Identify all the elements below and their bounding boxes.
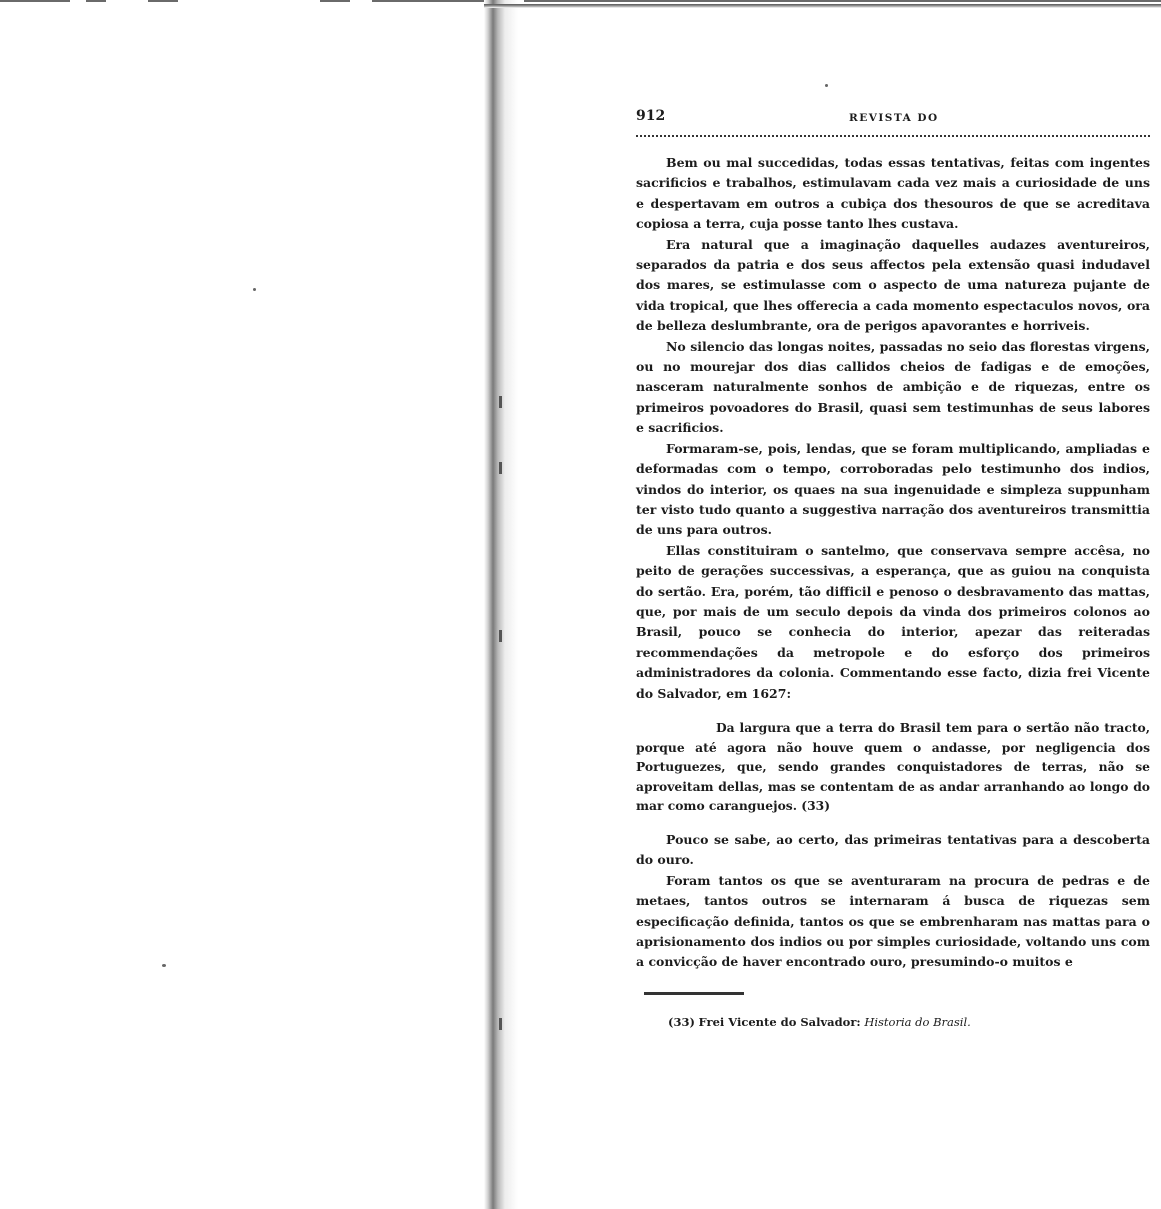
footnote-text: Frei Vicente do Salvador: (698, 1015, 861, 1029)
scan-speck (825, 84, 828, 87)
footnote (668, 1015, 971, 1029)
body-paragraph: Ellas constituiram o santelmo, que conservava sempre accêsa, no peito de gerações successivas, a esperança, que as guiou na conquista do sertão. Era, porém, tão difficil e penoso o desbravamento das mattas, que, por mais de um seculo depois da vinda dos primeiros colonos ao Brasil, pouco se conhecia do interior, apezar das reiteradas recommendações da metropole e do esforço dos primeiros administradores da colonia. Commentando esse facto, dizia frei Vicente do Salvador, em 1627: (636, 542, 1150, 701)
running-head: REVISTA DO (849, 112, 939, 124)
scan-edge-segment (320, 0, 350, 2)
book-spine-shadow (484, 0, 524, 1209)
spine-mark (499, 396, 502, 408)
page-top-edge (484, 4, 1161, 8)
body-paragraph: Pouco se sabe, ao certo, das primeiras tentativas para a descoberta do ouro. (636, 831, 1150, 868)
body-paragraph: Era natural que a imaginação daquelles audazes aventureiros, separados da patria e dos seus affectos pela extensão quasi indudavel dos mares, se estimulasse com o aspecto de uma natureza pujante de vida tropical, que lhes offerecia a cada momento espectaculos novos, ora de belleza deslumbrante, ora de perigos apavorantes e horriveis. (636, 236, 1150, 334)
body-paragraph: Formaram-se, pois, lendas, que se foram multiplicando, ampliadas e deformadas com o tempo, corroboradas pelo testimunho dos indios, vindos do interior, os quaes na sua ingenuidade e simpleza suppunham ter visto tudo quanto a suggestiva narração dos aventureiros transmittia de uns para outros. (636, 440, 1150, 538)
footnote-title: Historia do Brasil. (864, 1015, 971, 1029)
footnote-rule (644, 992, 744, 995)
scan-edge-segment (0, 0, 70, 2)
scan-edge-segment (86, 0, 106, 2)
book-page (636, 108, 1150, 973)
scan-speck (162, 964, 166, 967)
spine-mark (499, 462, 502, 474)
body-paragraph: No silencio das longas noites, passadas no seio das florestas virgens, ou no mourejar dos dias callidos cheios de fadigas e de emoções, nasceram naturalmente sonhos de ambição e de riquezas, entre os primeiros povoadores do Brasil, quasi sem testimunhas de seus labores e sacrificios. (636, 338, 1150, 436)
block-quote: Da largura que a terra do Brasil tem para o sertão não tracto, porque até agora não houve quem o andasse, por negligencia dos Portuguezes, que, sendo grandes conquistadores de terras, não se aproveitam dellas, mas se contentam de as andar arranhando ao longo do mar como caranguejos. (33) (636, 719, 1150, 814)
header-rule (636, 132, 1150, 137)
body-paragraph: Foram tantos os que se aventuraram na procura de pedras e de metaes, tantos outros se internaram á busca de riquezas sem especificação definida, tantos os que se embrenharam nas mattas para o aprisionamento dos indios ou por simples curiosidade, voltando uns com a convicção de haver encontrado ouro, presumindo-o muitos e (636, 872, 1150, 970)
scan-speck (253, 288, 256, 291)
scan-edge-segment (148, 0, 178, 2)
spine-mark (499, 630, 502, 642)
body-paragraph: Bem ou mal succedidas, todas essas tentativas, feitas com ingentes sacrificios e trabalhos, estimulavam cada vez mais a curiosidade de uns e despertavam em outros a cubiça dos thesouros de que se acreditava copiosa a terra, cuja posse tanto lhes custava. (636, 155, 1150, 232)
page-header (636, 108, 1150, 130)
spine-mark (499, 1018, 502, 1030)
page-number: 912 (636, 108, 666, 124)
footnote-number: (33) (668, 1015, 695, 1029)
